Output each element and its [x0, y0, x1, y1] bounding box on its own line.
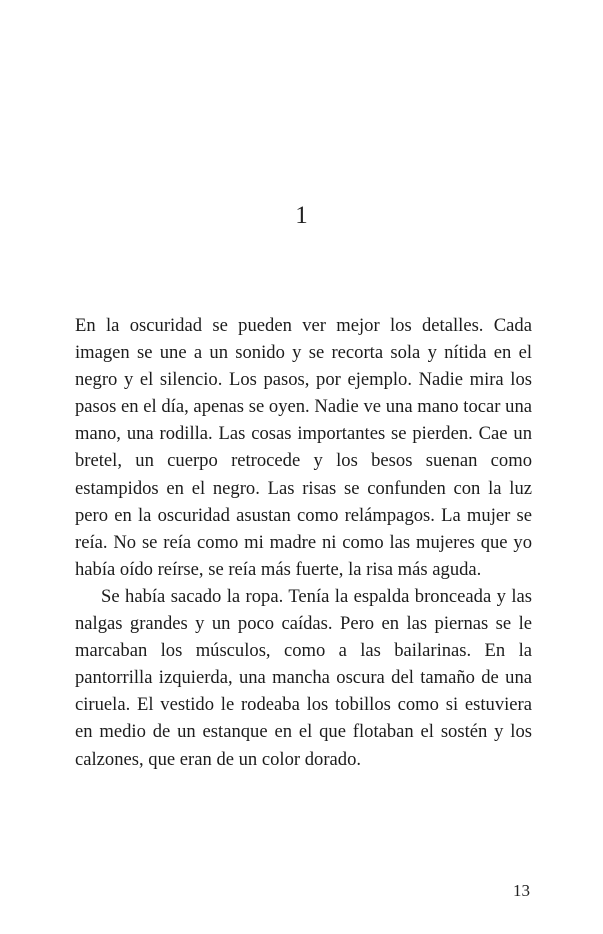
paragraph-2: Se había sacado la ropa. Tenía la espalda bronceada y las nalgas grandes y un poco caídas. Pero en las piernas se le marcaban los músculos, como a las bailarinas. En la pantorrilla izquierda, una mancha oscura del tamaño de una ciruela. El vestido le rodeaba los tobillos como si estuviera en medio de un estanque en el que flotaban el sostén y los calzones, que eran de un color dorado.	[75, 585, 532, 770]
chapter-body	[75, 312, 532, 773]
page-number: 13	[513, 881, 530, 900]
paragraph-1: En la oscuridad se pueden ver mejor los detalles. Cada imagen se une a un sonido y se recorta sola y nítida en el negro y el silencio. Los pasos, por ejemplo. Nadie mira los pasos en el día, apenas se oyen. Nadie ve una mano tocar una mano, una rodilla. Las cosas importantes se pierden. Cae un bretel, un cuerpo retrocede y los besos suenan como estampidos en el negro. Las risas se confunden con la luz pero en la oscuridad asustan como relámpagos. La mujer se reía. No se reía como mi madre ni como las mujeres que yo había oído reírse, se reía más fuerte, la risa más aguda.	[75, 315, 532, 580]
chapter-number: 1	[295, 202, 308, 229]
